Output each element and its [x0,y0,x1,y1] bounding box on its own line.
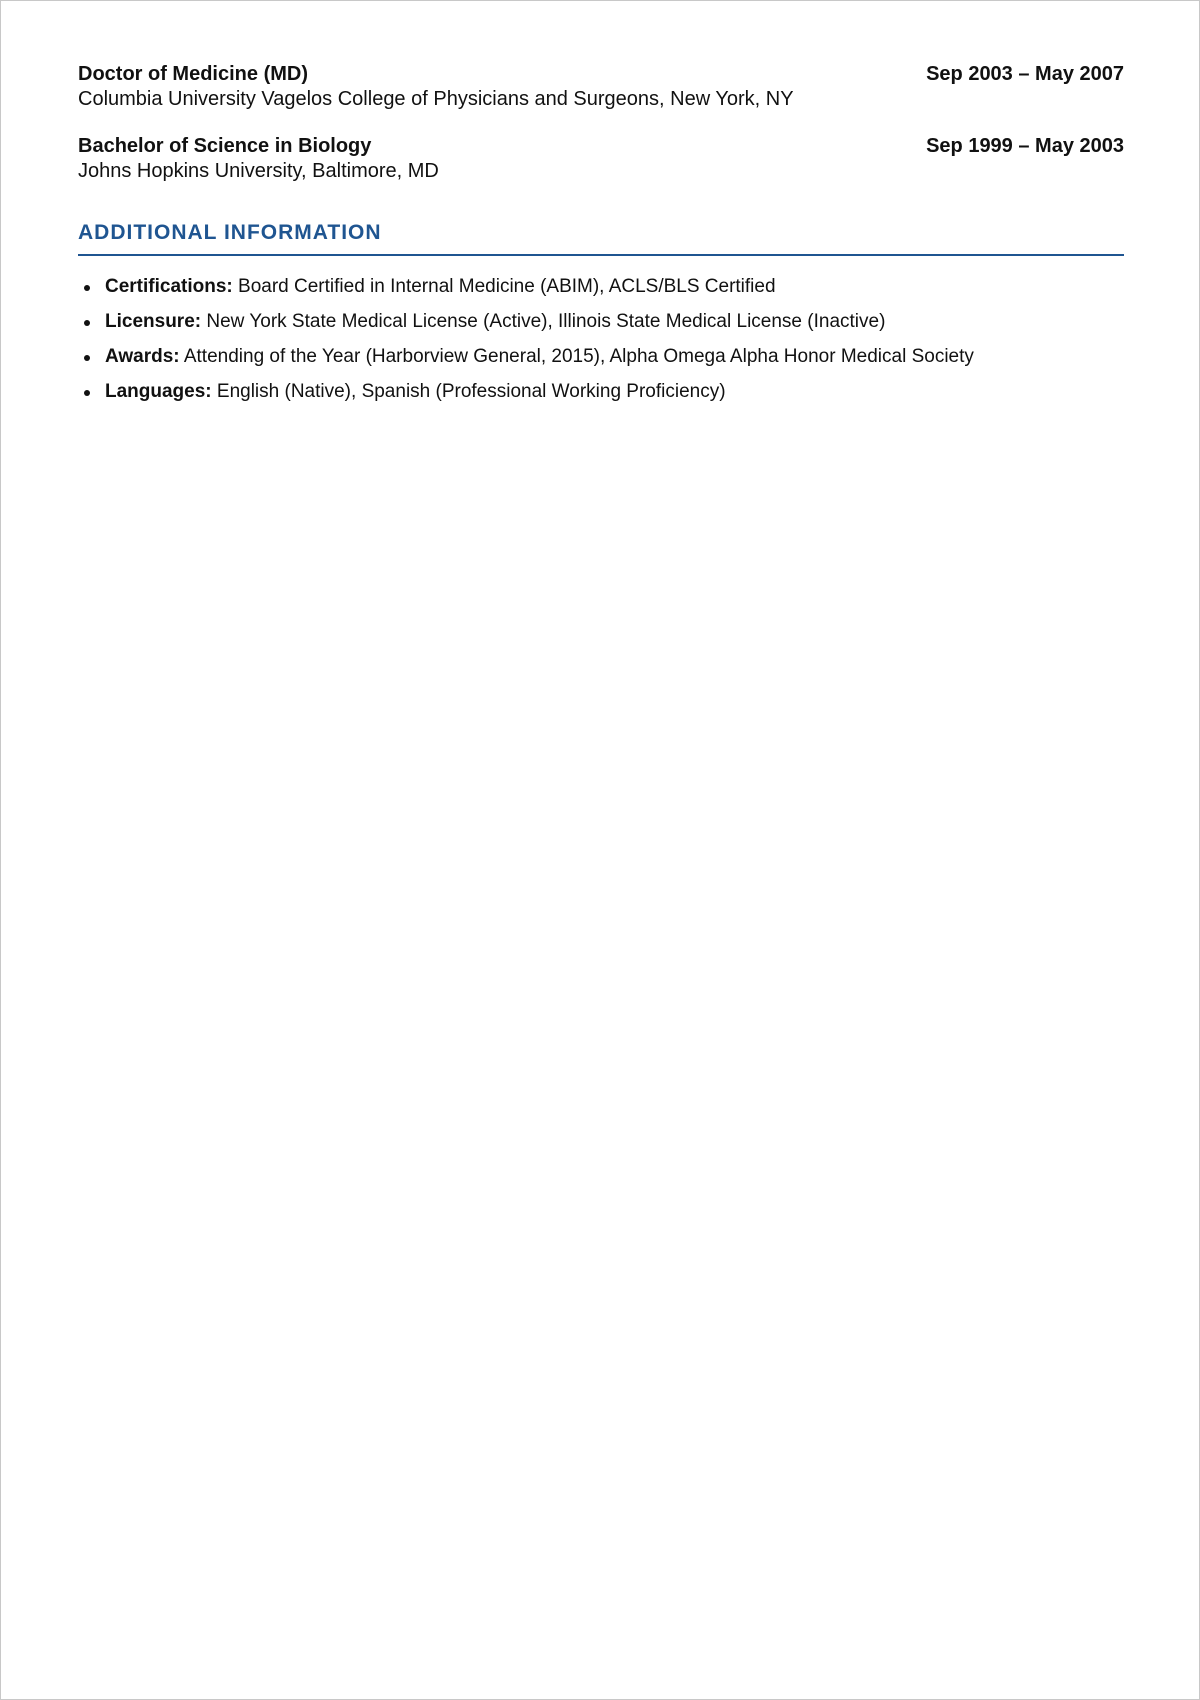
education-entry-bs [78,134,1124,184]
bullet-icon [84,355,90,361]
degree-title: Doctor of Medicine (MD) [78,63,308,85]
item-label: Awards: [105,346,180,367]
list-item-certifications [78,275,1124,299]
degree-dates: Sep 1999 – May 2003 [926,135,1124,157]
section-divider [78,254,1124,256]
item-label: Licensure: [105,311,202,332]
item-label: Certifications: [105,276,233,297]
degree-title: Bachelor of Science in Biology [78,135,372,157]
list-item-languages [78,380,1124,404]
institution-name: Johns Hopkins University, Baltimore, MD [78,160,439,182]
additional-information-list [78,275,1124,415]
list-item-awards [78,345,1124,369]
education-entry-md [78,62,1124,112]
item-text: English (Native), Spanish (Professional Working Proficiency) [216,381,726,402]
bullet-icon [84,390,90,396]
item-label: Languages: [105,381,212,402]
education-entry-header [78,62,1124,86]
institution-name: Columbia University Vagelos College of Physicians and Surgeons, New York, NY [78,88,794,110]
bullet-icon [84,320,90,326]
section-heading-additional-information: ADDITIONAL INFORMATION [78,221,382,244]
list-item-licensure [78,310,1124,334]
bullet-icon [84,285,90,291]
education-entry-header [78,134,1124,158]
item-text: New York State Medical License (Active), Illinois State Medical License (Inactive) [206,311,886,332]
degree-dates: Sep 2003 – May 2007 [926,63,1124,85]
item-text: Attending of the Year (Harborview General, 2015), Alpha Omega Alpha Honor Medical Society [183,346,974,367]
item-text: Board Certified in Internal Medicine (ABIM), ACLS/BLS Certified [238,276,776,297]
